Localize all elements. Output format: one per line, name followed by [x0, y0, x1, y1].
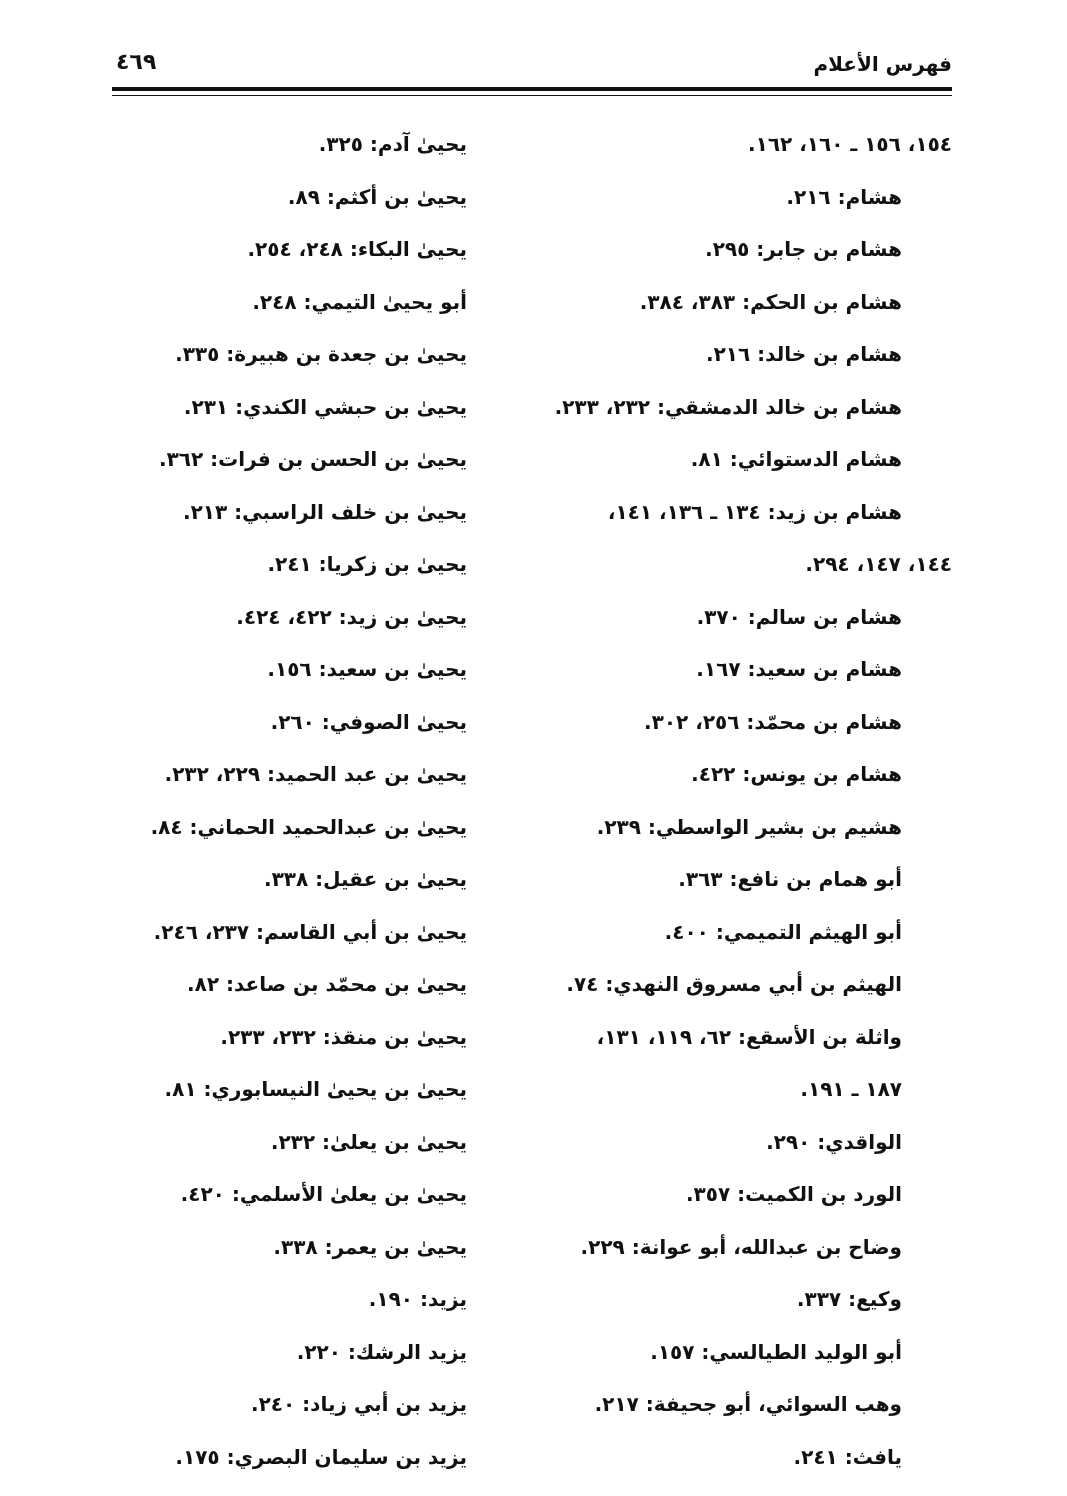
index-entry: يحيىٰ بن سعيد: ١٥٦.: [267, 657, 467, 681]
index-entry: الهيثم بن أبي مسروق النهدي: ٧٤.: [566, 972, 902, 996]
index-entry: يزيد بن سليمان البصري: ١٧٥.: [175, 1444, 467, 1469]
index-entry: أبو همام بن نافع: ٣٦٣.: [678, 867, 902, 891]
index-entry: هشيم بن بشير الواسطي: ٢٣٩.: [596, 814, 902, 839]
index-entry: هشام بن خالد: ٢١٦.: [705, 342, 902, 366]
index-entry: يحيىٰ البكاء: ٢٤٨، ٢٥٤.: [247, 237, 467, 261]
index-entry: وهب السوائي، أبو جحيفة: ٢١٧.: [594, 1392, 902, 1416]
index-column-right: [532, 118, 952, 1483]
index-entry: الواقدي: ٢٩٠.: [766, 1129, 902, 1154]
index-entry: يحيىٰ بن أكثم: ٨٩.: [287, 184, 467, 209]
index-entry: يحيىٰ بن يعلىٰ الأسلمي: ٤٢٠.: [180, 1182, 467, 1206]
index-column-left: [117, 118, 467, 1483]
index-entry: يزيد: ١٩٠.: [368, 1287, 467, 1311]
index-entry: يحيىٰ بن زيد: ٤٢٢، ٤٢٤.: [236, 604, 467, 629]
index-entry: يافث: ٢٤١.: [793, 1444, 902, 1469]
index-entry: هشام بن سالم: ٣٧٠.: [696, 604, 902, 629]
index-entry: يحيىٰ بن خلف الراسبي: ٢١٣.: [182, 499, 467, 524]
index-entry: ١٤٤، ١٤٧، ٢٩٤.: [805, 552, 952, 576]
header-rule-thin: [112, 95, 952, 96]
index-entry: يحيىٰ بن محمّد بن صاعد: ٨٢.: [187, 972, 467, 996]
index-entry: يحيىٰ بن أبي القاسم: ٢٣٧، ٢٤٦.: [153, 919, 467, 944]
index-entry: ١٥٤، ١٥٦ ـ ١٦٠، ١٦٢.: [748, 132, 952, 156]
index-entry: وضاح بن عبدالله، أبو عوانة: ٢٢٩.: [580, 1234, 902, 1259]
index-entry: يحيىٰ بن حبشي الكندي: ٢٣١.: [183, 394, 467, 419]
index-entry: يحيىٰ بن يعمر: ٣٣٨.: [273, 1234, 467, 1259]
index-entry: هشام بن يونس: ٤٢٢.: [691, 762, 902, 786]
index-entry: يحيىٰ الصوفي: ٢٦٠.: [270, 709, 467, 734]
index-entry: يحيىٰ بن الحسن بن فرات: ٣٦٢.: [158, 447, 467, 471]
index-entry: الورد بن الكميت: ٣٥٧.: [685, 1182, 902, 1206]
index-entry: هشام الدستوائي: ٨١.: [690, 447, 902, 471]
index-entry: واثلة بن الأسقع: ٦٢، ١١٩، ١٣١،: [596, 1024, 902, 1049]
index-entry: يحيىٰ بن جعدة بن هبيرة: ٣٣٥.: [175, 342, 467, 366]
index-entry: يحيىٰ بن زكريا: ٢٤١.: [267, 552, 467, 576]
index-entry: أبو يحيىٰ التيمي: ٢٤٨.: [252, 289, 467, 314]
index-entry: يحيىٰ بن يحيىٰ النيسابوري: ٨١.: [164, 1077, 467, 1101]
index-entry: أبو الهيثم التميمي: ٤٠٠.: [664, 919, 902, 944]
page-number: ٤٦٩: [116, 50, 157, 75]
index-entry: هشام بن زيد: ١٣٤ ـ ١٣٦، ١٤١،: [607, 499, 902, 524]
index-entry: يحيىٰ بن عبدالحميد الحماني: ٨٤.: [150, 814, 467, 839]
index-entry: يحيىٰ بن عبد الحميد: ٢٢٩، ٢٣٢.: [164, 762, 467, 786]
header-rule-thick: [112, 87, 952, 91]
index-entry: هشام بن محمّد: ٢٥٦، ٣٠٢.: [644, 709, 902, 734]
index-entry: هشام بن جابر: ٢٩٥.: [705, 237, 902, 261]
index-entry: هشام: ٢١٦.: [786, 184, 902, 209]
index-entry: ١٨٧ ـ ١٩١.: [800, 1077, 902, 1101]
index-entry: يحيىٰ بن يعلىٰ: ٢٣٢.: [270, 1129, 467, 1154]
index-entry: هشام بن خالد الدمشقي: ٢٣٢، ٢٣٣.: [554, 394, 902, 419]
index-entry: أبو الوليد الطيالسي: ١٥٧.: [650, 1339, 902, 1364]
index-entry: يحيىٰ آدم: ٣٢٥.: [318, 132, 467, 156]
index-entry: يحيىٰ بن منقذ: ٢٣٢، ٢٣٣.: [220, 1024, 467, 1049]
index-entry: يحيىٰ بن عقيل: ٣٣٨.: [263, 867, 467, 891]
index-entry: يزيد الرشك: ٢٢٠.: [296, 1339, 467, 1364]
header-title: فهرس الأعلام: [813, 52, 952, 76]
index-entry: وكيع: ٣٣٧.: [796, 1287, 902, 1311]
index-entry: هشام بن الحكم: ٣٨٣، ٣٨٤.: [639, 289, 902, 314]
index-entry: هشام بن سعيد: ١٦٧.: [696, 657, 902, 681]
page-header: [112, 44, 952, 84]
index-entry: يزيد بن أبي زياد: ٢٤٠.: [250, 1392, 467, 1416]
